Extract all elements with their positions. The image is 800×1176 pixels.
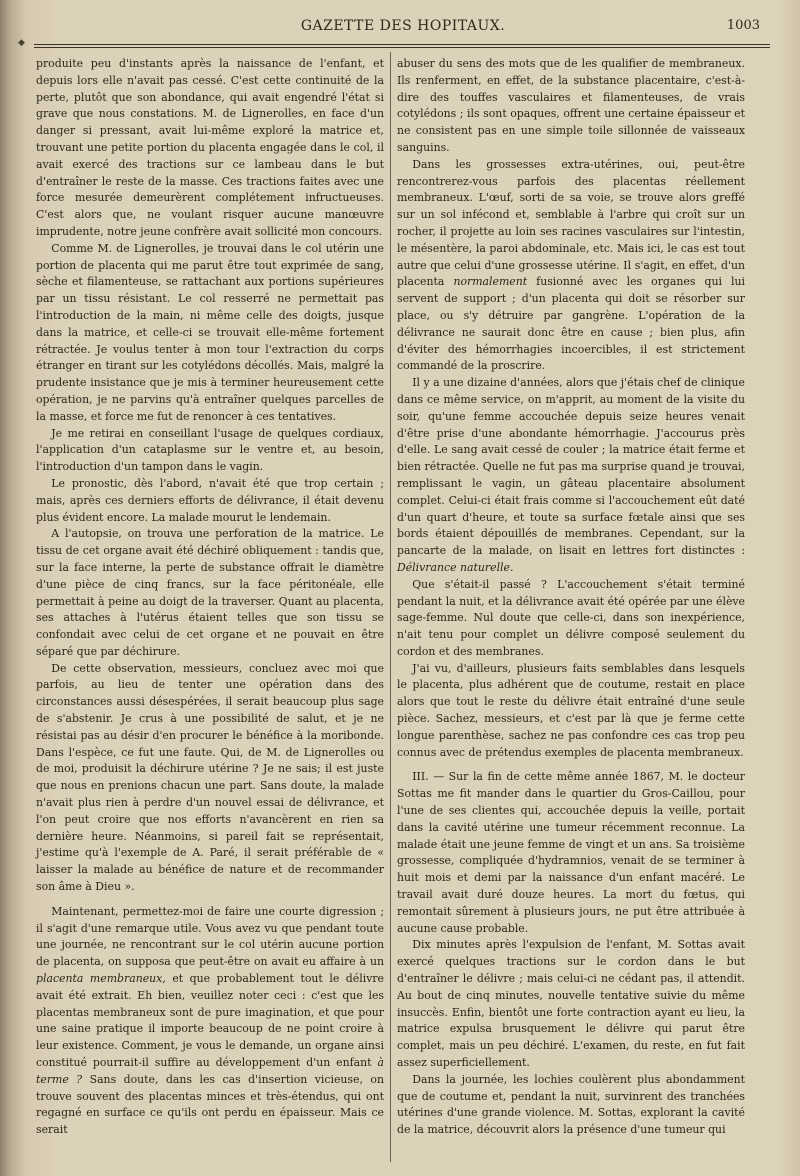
right-column bbox=[397, 56, 745, 1139]
header-rule bbox=[34, 44, 770, 48]
text-run: , et que probablement tout le délivre avait été extrait. Eh bien, veuillez noter ceci : c'est que les placentas membraneux sont de pure imagination, et que pour une saine pratique il importe beaucoup de ne point croire à leur existence. Comment, je vous le demande, un organe ainsi constitué pourrait-il suffire au développement d'un enfant bbox=[36, 972, 384, 1070]
paragraph bbox=[397, 375, 745, 577]
text-run: Maintenant, permettez-moi de faire une courte digression ; il s'agit d'une remarque utile. Vous avez vu que pendant toute une journée, ne rencontrant sur le col utérin aucune portion de placenta, on supposa que peut-être on avait eu affaire à un bbox=[36, 904, 384, 969]
paragraph: Dix minutes après l'expulsion de l'enfant, M. Sottas avait exercé quelques tractions sur le cordon dans le but d'entraîner le délivre ; mais celui-ci ne cédant pas, il attendit. Au bout de cinq minutes, nouvelle tentative suivie du même insuccès. Enfin, bientôt une forte contraction ayant eu lieu, la matrice expulsa brusquement le délivre qui parut être complet, mais un peu déchiré. L'examen, du reste, en fut fait assez superficiellement. bbox=[397, 938, 745, 1070]
running-title: GAZETTE DES HOPITAUX. bbox=[300, 18, 506, 34]
italic-term: placenta membraneux bbox=[36, 972, 163, 986]
paragraph: Je me retirai en conseillant l'usage de quelques cordiaux, l'application d'un cataplasme sur le ventre et, au besoin, l'introduction d'un tampon dans le vagin. bbox=[36, 426, 384, 474]
italic-term: normalement bbox=[453, 275, 528, 289]
text-run: fusionné avec les organes qui lui servent de support ; d'un placenta qui doit se résorber sur place, ou s'y détruire par gangrène. L'opération de la délivrance ne saurait donc être en cause ; bien plus, afin d'éviter des hémorrhagies incoercibles, il est strictement commandé de la proscrire. bbox=[397, 275, 745, 373]
paragraph: A l'autopsie, on trouva une perforation de la matrice. Le tissu de cet organe avait été déchiré obliquement : tandis que, sur la face interne, la perte de substance offrait le diamètre d'une pièce de cinq francs, sur la face péritonéale, elle permettait à peine au doigt de la traverser. Quant au placenta, ses attaches à l'utérus étaient telles que son tissu se confondait avec celui de cet organe et ne pouvait en être séparé que par déchirure. bbox=[36, 527, 384, 658]
paragraph: produite peu d'instants après la naissance de l'enfant, et depuis lors elle n'avait pas cessé. C'est cette continuité de la perte, plutôt que son abondance, qui avait engendré l'état si grave que nous constations. M. de Lignerolles, en face d'un danger si pressant, avait lui-même exploré la matrice et, trouvant une petite portion du placenta engagée dans le col, il avait exercé des tractions sur ce lambeau dans le but d'entraîner le reste de la masse. Ces tractions faites avec une force mesurée demeurèrent complétement infructueuses. C'est alors que, ne voulant risquer aucune manœuvre imprudente, notre jeune confrère avait sollicité mon concours. bbox=[36, 57, 384, 238]
text-run: Sans doute, dans les cas d'insertion vicieuse, on trouve souvent des placentas minces et très-étendus, qui ont regagné en surface ce qu'ils ont perdu en épaisseur. Mais ce serait bbox=[36, 1072, 384, 1137]
left-column bbox=[36, 56, 384, 1139]
page-number: 1003 bbox=[726, 18, 760, 33]
paragraph: Dans la journée, les lochies coulèrent plus abondamment que de coutume et, pendant la nuit, survinrent des tranchées utérines d'une grande violence. M. Sottas, explorant la cavité de la matrice, découvrit alors la présence d'une tumeur qui bbox=[397, 1072, 745, 1137]
paragraph bbox=[397, 157, 745, 375]
italic-term: à terme ? bbox=[36, 1056, 384, 1086]
paragraph: J'ai vu, d'ailleurs, plusieurs faits semblables dans lesquels le placenta, plus adhérent que de coutume, restait en place alors que tout le reste du délivre était entraîné d'une seule pièce. Sachez, messieurs, et c'est par là que je ferme cette longue parenthèse, sachez ne pas confondre ces cas trop peu connus avec de prétendus exemples de placenta membraneux. bbox=[397, 661, 745, 759]
paragraph: Le pronostic, dès l'abord, n'avait été que trop certain ; mais, après ces derniers efforts de délivrance, il était devenu plus évident encore. La malade mourut le lendemain. bbox=[36, 476, 384, 524]
text-run: Il y a une dizaine d'années, alors que j'étais chef de clinique dans ce même service, on m'apprit, au moment de la visite du soir, qu'une femme accouchée depuis seize heures venait d'être prise d'une abondante hémorrhagie. J'accourus près d'elle. Le sang avait cessé de couler ; la matrice était ferme et bien rétractée. Quelle ne fut pas ma surprise quand je trouvai, remplissant le vagin, un gâteau placentaire absolument complet. Celui-ci était frais comme si l'accouchement eût daté d'un quart d'heure, et toute sa surface fœtale ainsi que ses bords étaient dépouillés de membranes. Cependant, sur la pancarte de la malade, on lisait en lettres fort distinctes : bbox=[397, 376, 745, 558]
text-run: Dans les grossesses extra-utérines, oui, peut-être rencontrerez-vous parfois des placentas réellement membraneux. L'œuf, sorti de sa voie, se trouve alors greffé sur un sol infécond et, semblable à l'arbre qui croît sur un rocher, il projette au loin ses racines vasculaires sur l'intestin, le mésentère, la paroi abdominale, etc. Mais ici, le cas est tout autre que celui d'une grossesse utérine. Il s'agit, en effet, d'un placenta bbox=[397, 157, 745, 289]
paragraph bbox=[36, 904, 384, 1139]
italic-term: Délivrance naturelle. bbox=[397, 560, 514, 574]
margin-mark: ◆ bbox=[18, 38, 25, 48]
paragraph: abuser du sens des mots que de les qualifier de membraneux. Ils renferment, en effet, de la substance placentaire, c'est-à-dire des touffes vasculaires et filamenteuses, de vrais cotylédons ; ils sont opaques, offrent une certaine épaisseur et ne consistent pas en une simple toile sillonnée de vaisseaux sanguins. bbox=[397, 57, 745, 154]
paragraph: Comme M. de Lignerolles, je trouvai dans le col utérin une portion de placenta qui me parut être tout exprimée de sang, sèche et filamenteuse, se rattachant aux portions supérieures par un tissu résistant. Le col resserré ne permettait pas l'introduction de la main, ni même celle des doigts, jusque dans la matrice, et celle-ci se trouvait elle-même fortement rétractée. Je voulus tenter à mon tour l'extraction du corps étranger en tirant sur les cotylédons décollés. Mais, malgré la prudente insistance que je mis à terminer heureusement cette opération, je ne parvins qu'à entraîner quelques parcelles de la masse, et force me fut de renoncer à ces tentatives. bbox=[36, 241, 384, 423]
page-header bbox=[34, 12, 772, 42]
paragraph: Que s'était-il passé ? L'accouchement s'était terminé pendant la nuit, et la délivrance avait été opérée par une élève sage-femme. Nul doute que celle-ci, dans son inexpérience, n'ait tenu pour complet un délivre composé seulement du cordon et des membranes. bbox=[397, 577, 745, 658]
paragraph: De cette observation, messieurs, concluez avec moi que parfois, au lieu de tenter une opération dans des circonstances aussi désespérées, il serait beaucoup plus sage de s'abstenir. Je crus à une possibilité de salut, et je ne résistai pas au désir d'en procurer le bénéfice à la moribonde. Dans l'espèce, ce fut une faute. Qui, de M. de Lignerolles ou de moi, produisit la déchirure utérine ? Je ne sais; il est juste que nous en prenions chacun une part. Sans doute, la malade n'avait plus rien à perdre d'un nouvel essai de délivrance, et l'on peut croire que nos efforts n'avancèrent en rien sa dernière heure. Néanmoins, si pareil fait se représentait, j'estime qu'à l'exemple de A. Paré, il serait préférable de « laisser la malade au bénéfice de nature et de recommander son âme à Dieu ». bbox=[36, 661, 384, 894]
column-divider bbox=[390, 52, 391, 1162]
paragraph: III. — Sur la fin de cette même année 1867, M. le docteur Sottas me fit mander dans le quartier du Gros-Caillou, pour l'une de ses clientes qui, accouchée depuis la veille, portait dans la cavité utérine une tumeur récemment reconnue. La malade était une jeune femme de vingt et un ans. Sa troisième grossesse, compliquée d'hydramnios, venait de se terminer à huit mois et demi par la naissance d'un enfant macéré. Le travail avait duré douze heures. La mort du fœtus, qui remontait sûrement à plusieurs jours, ne put être attribuée à aucune cause probable. bbox=[397, 770, 745, 935]
